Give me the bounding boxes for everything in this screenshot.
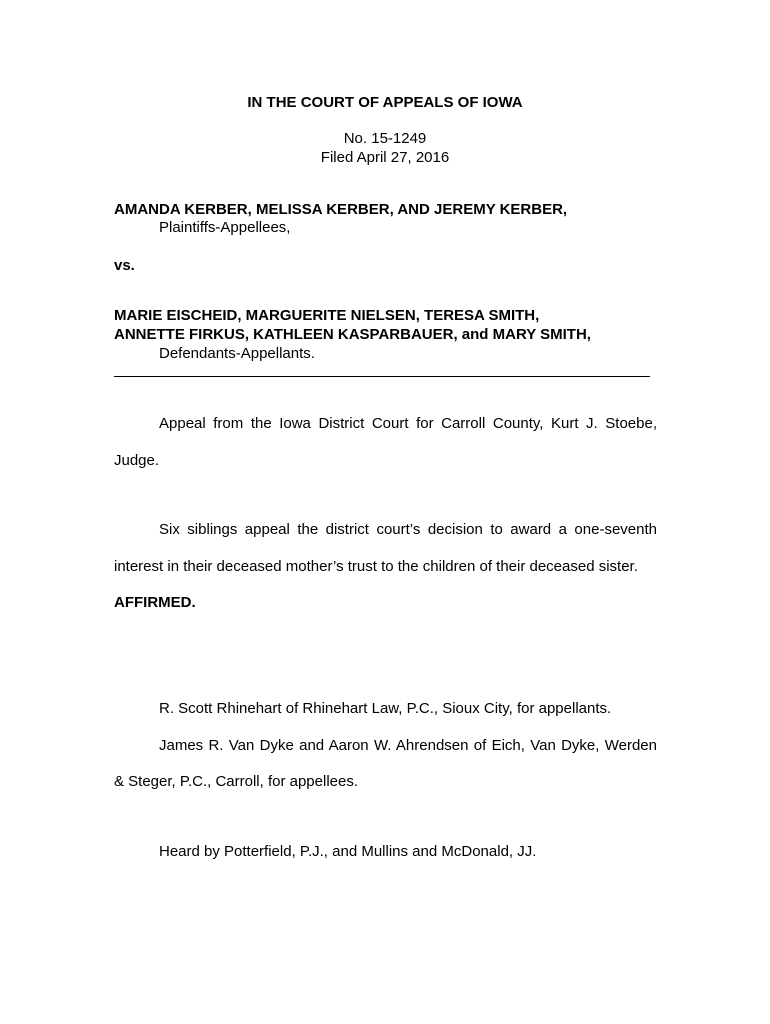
counsel-appellees-line-2: & Steger, P.C., Carroll, for appellees. [114,773,359,790]
defendants-role: Defendants-Appellants. [159,345,315,362]
filed-date: Filed April 27, 2016 [320,149,450,166]
docket-number: No. 15-1249 [343,130,427,147]
defendants-names-line1: MARIE EISCHEID, MARGUERITE NIELSEN, TERESA SMITH, [114,307,540,324]
summary-line-1: Six siblings appeal the district court’s decision to award a one-seventh [159,521,657,538]
plaintiffs-role: Plaintiffs-Appellees, [159,219,291,236]
defendants-names-line2: ANNETTE FIRKUS, KATHLEEN KASPARBAUER, and MARY SMITH, [114,326,591,343]
disposition: AFFIRMED. [114,594,196,611]
plaintiffs-names: AMANDA KERBER, MELISSA KERBER, AND JEREMY KERBER, [114,201,568,218]
panel-heard-by: Heard by Potterfield, P.J., and Mullins and McDonald, JJ. [159,843,537,860]
caption-divider [114,376,650,377]
versus: vs. [114,257,135,274]
appeal-line-2: Judge. [114,452,160,469]
court-title: IN THE COURT OF APPEALS OF IOWA [247,94,523,111]
appeal-line-1: Appeal from the Iowa District Court for Carroll County, Kurt J. Stoebe, [159,415,657,432]
summary-line-2: interest in their deceased mother’s trust to the children of their deceased sister. [114,558,638,575]
counsel-appellants: R. Scott Rhinehart of Rhinehart Law, P.C., Sioux City, for appellants. [159,700,612,717]
counsel-appellees-line-1: James R. Van Dyke and Aaron W. Ahrendsen of Eich, Van Dyke, Werden [159,737,657,754]
